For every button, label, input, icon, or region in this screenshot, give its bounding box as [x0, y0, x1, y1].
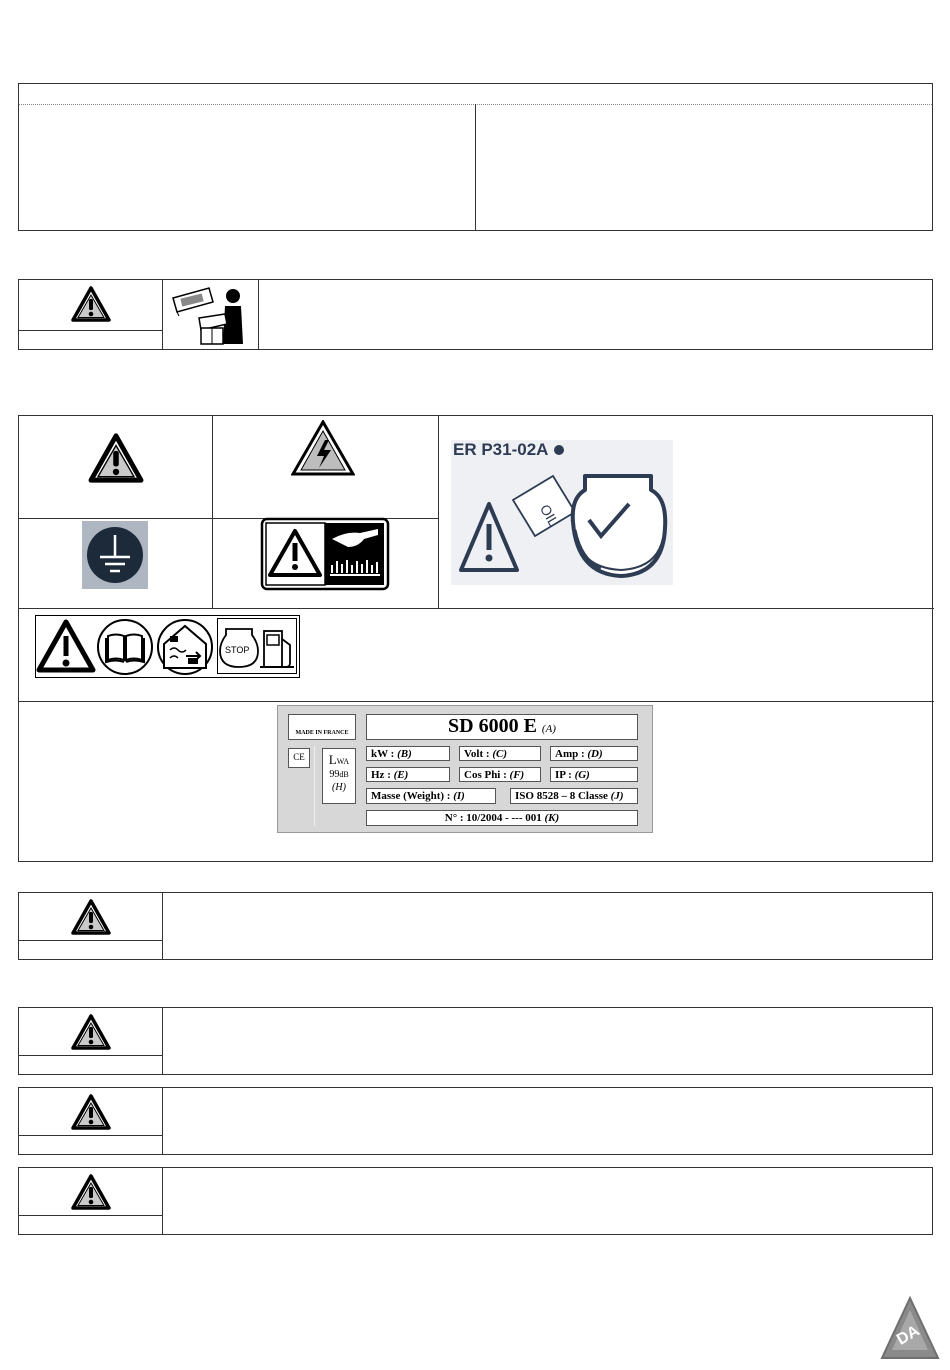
cosphi-field	[459, 767, 541, 782]
lwa-code: (H)	[332, 782, 346, 793]
read-manual-person-icon	[169, 284, 253, 346]
lwa-sub: WA	[336, 757, 350, 766]
kw-field	[366, 746, 450, 761]
sound-power-level	[322, 748, 356, 804]
warning-triangle-icon	[87, 433, 145, 483]
warning-row-read-manual	[18, 279, 933, 350]
warning-subcell	[19, 940, 162, 941]
book-icon	[96, 618, 154, 676]
lwa-value: 99	[329, 769, 340, 780]
oil-level-label	[451, 440, 673, 585]
ventilation-house-icon	[156, 618, 214, 676]
hot-surface-icon	[260, 517, 390, 591]
electric-hazard-icon	[291, 420, 355, 476]
pictogram-strip	[35, 615, 300, 678]
stop-label: STOP	[225, 645, 250, 655]
plate-divider	[314, 746, 315, 826]
kw-label: kW :	[371, 748, 398, 760]
hz-field	[366, 767, 450, 782]
amp-field	[550, 746, 638, 761]
warning-row	[18, 892, 933, 960]
ip-code: (G)	[574, 769, 590, 781]
serial-number-field	[366, 810, 638, 826]
warning-cell	[19, 1008, 163, 1074]
amp-code: (D)	[587, 748, 603, 760]
made-in-label: MADE IN FRANCE	[288, 714, 356, 740]
nameplate	[277, 705, 653, 833]
warning-triangle-icon	[71, 286, 111, 322]
read-manual-cell	[163, 280, 259, 349]
top-info-table	[18, 83, 933, 231]
column-divider	[475, 104, 476, 230]
warning-cell	[19, 1088, 163, 1154]
logo-text: DA	[894, 1322, 923, 1349]
warning-subcell	[19, 1215, 162, 1216]
warning-triangle-icon	[71, 1014, 111, 1050]
volt-field	[459, 746, 541, 761]
earth-ground-icon	[82, 521, 148, 589]
mass-field	[366, 788, 496, 804]
grid-divider	[19, 608, 934, 609]
mass-label: Masse (Weight) :	[371, 790, 454, 802]
ce-mark: CE	[288, 748, 310, 768]
model-code: (A)	[541, 723, 556, 735]
oil-level-icon	[451, 440, 673, 585]
mass-code: (I)	[453, 790, 465, 802]
serial-code: (K)	[544, 812, 560, 824]
oil-label-code: ER P31-02A	[453, 440, 549, 459]
model-text: SD 6000 E	[448, 715, 537, 737]
warning-cell	[19, 280, 163, 349]
warning-subcell	[19, 1055, 162, 1056]
kw-code: (B)	[397, 748, 412, 760]
warning-subcell	[19, 1135, 162, 1136]
warning-triangle-icon	[71, 1174, 111, 1210]
grid-divider	[438, 416, 439, 608]
svg-text:OIL: OIL	[536, 501, 563, 530]
volt-code: (C)	[492, 748, 507, 760]
cosphi-label: Cos Phi :	[464, 769, 510, 781]
hz-code: (E)	[393, 769, 409, 781]
warning-triangle-icon	[71, 1094, 111, 1130]
cosphi-code: (F)	[509, 769, 525, 781]
grid-divider	[19, 701, 934, 702]
warning-cell	[19, 893, 163, 959]
amp-label: Amp :	[555, 748, 588, 760]
safety-symbols-grid	[18, 415, 933, 862]
volt-label: Volt :	[464, 748, 493, 760]
hz-label: Hz :	[371, 769, 394, 781]
lwa-unit: dB	[339, 770, 349, 779]
ip-field	[550, 767, 638, 782]
lwa-l: L	[328, 752, 337, 767]
iso-label: ISO 8528 – 8 Classe	[515, 790, 611, 802]
warning-row	[18, 1167, 933, 1235]
stop-fuel-box	[217, 618, 297, 674]
ip-label: IP :	[555, 769, 575, 781]
warning-subcell	[19, 330, 162, 331]
warning-triangle-icon	[36, 618, 96, 676]
brand-logo	[880, 1296, 940, 1362]
warning-row	[18, 1087, 933, 1155]
model-name	[366, 714, 638, 740]
warning-triangle-icon	[71, 899, 111, 935]
iso-code: (J)	[610, 790, 624, 802]
warning-row	[18, 1007, 933, 1075]
serial-label: N° : 10/2004 - --- 001	[444, 812, 545, 824]
iso-field	[510, 788, 638, 804]
grid-divider	[212, 416, 213, 608]
warning-cell	[19, 1168, 163, 1234]
